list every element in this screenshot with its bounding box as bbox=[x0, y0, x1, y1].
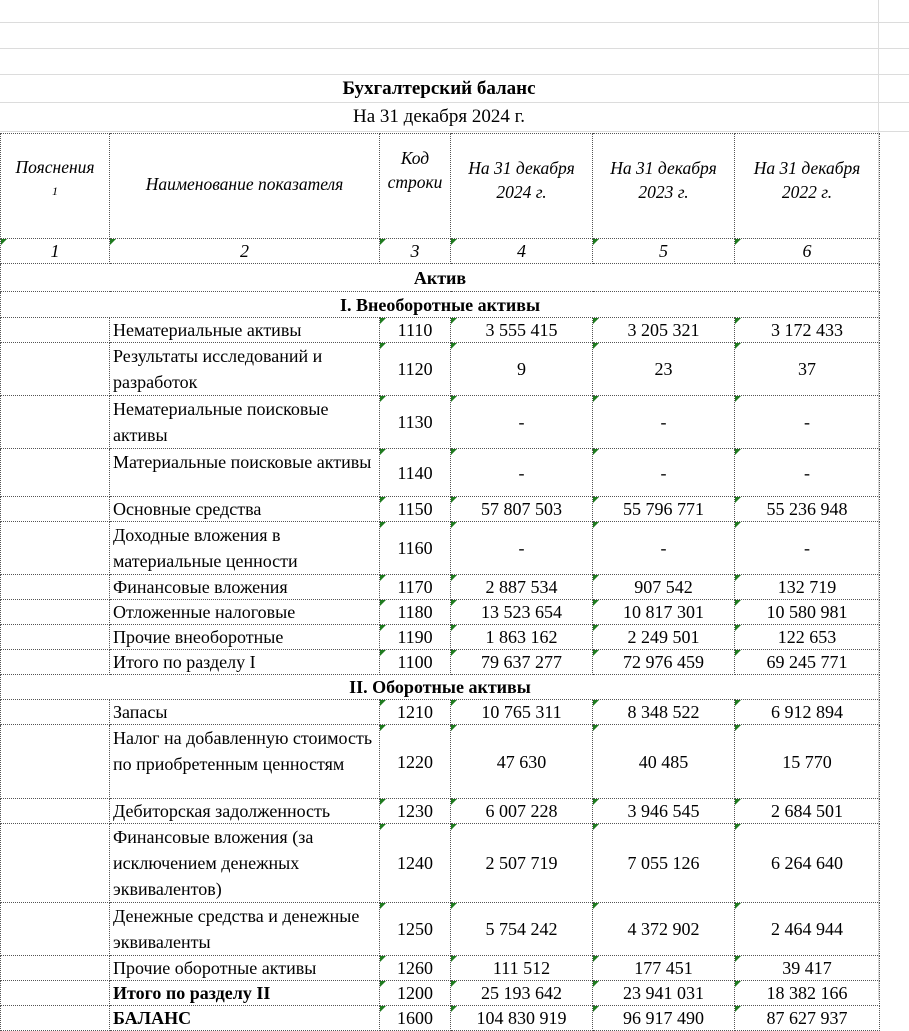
row-name[interactable]: Основные средства bbox=[110, 497, 380, 522]
row-value-2022[interactable]: 10 580 981 bbox=[735, 600, 880, 625]
row-value-2023[interactable]: 72 976 459 bbox=[593, 650, 735, 675]
table-row bbox=[1, 396, 880, 449]
row-value-2024[interactable]: 1 863 162 bbox=[451, 625, 593, 650]
row-value-2022[interactable]: 37 bbox=[735, 343, 880, 396]
section-row bbox=[1, 292, 880, 318]
row-name[interactable]: Прочие оборотные активы bbox=[110, 956, 380, 981]
row-code[interactable]: 1250 bbox=[380, 903, 451, 956]
table-row bbox=[1, 318, 880, 343]
header-row bbox=[1, 134, 880, 239]
row-value-2022[interactable]: 6 912 894 bbox=[735, 700, 880, 725]
row-value-2024[interactable]: 9 bbox=[451, 343, 593, 396]
row-name[interactable]: БАЛАНС bbox=[110, 1006, 380, 1031]
row-value-2024[interactable]: - bbox=[451, 396, 593, 449]
table-row bbox=[1, 343, 880, 396]
header-name[interactable] bbox=[110, 134, 380, 239]
row-value-2022[interactable]: 39 417 bbox=[735, 956, 880, 981]
notes-cell[interactable] bbox=[1, 449, 110, 497]
row-value-2024[interactable]: 3 555 415 bbox=[451, 318, 593, 343]
row-value-2024[interactable]: 6 007 228 bbox=[451, 799, 593, 824]
header-notes[interactable] bbox=[1, 134, 110, 239]
section-noncurrent[interactable]: I. Внеоборотные активы bbox=[1, 292, 880, 318]
row-name[interactable]: Материальные поисковые активы bbox=[110, 449, 380, 497]
header-col-2023-label: На 31 декабря 2023 г. bbox=[610, 158, 717, 202]
row-name[interactable]: Итого по разделу I bbox=[110, 650, 380, 675]
table-row bbox=[1, 625, 880, 650]
row-value-2023[interactable]: 177 451 bbox=[593, 956, 735, 981]
table-row bbox=[1, 903, 880, 956]
row-code[interactable]: 1170 bbox=[380, 575, 451, 600]
balance-total-row bbox=[1, 1006, 880, 1031]
column-number-row bbox=[1, 239, 880, 264]
row-value-2022[interactable]: 18 382 166 bbox=[735, 981, 880, 1006]
row-value-2023[interactable]: 8 348 522 bbox=[593, 700, 735, 725]
section-row bbox=[1, 675, 880, 700]
grid-line bbox=[0, 102, 909, 103]
row-code[interactable]: 1120 bbox=[380, 343, 451, 396]
row-value-2022[interactable]: 122 653 bbox=[735, 625, 880, 650]
row-value-2022[interactable]: 2 684 501 bbox=[735, 799, 880, 824]
row-value-2024[interactable]: 57 807 503 bbox=[451, 497, 593, 522]
row-value-2024[interactable]: 111 512 bbox=[451, 956, 593, 981]
row-value-2022[interactable]: - bbox=[735, 522, 880, 575]
notes-cell[interactable] bbox=[1, 725, 110, 799]
row-code[interactable]: 1150 bbox=[380, 497, 451, 522]
row-name[interactable]: Отложенные налоговые bbox=[110, 600, 380, 625]
row-value-2023[interactable]: 4 372 902 bbox=[593, 903, 735, 956]
row-name[interactable]: Нематериальные активы bbox=[110, 318, 380, 343]
header-col-2022[interactable] bbox=[735, 134, 880, 239]
row-value-2024[interactable]: 47 630 bbox=[451, 725, 593, 799]
header-col-2022-label: На 31 декабря 2022 г. bbox=[753, 158, 861, 202]
row-code[interactable]: 1140 bbox=[380, 449, 451, 497]
row-value-2024[interactable]: 10 765 311 bbox=[451, 700, 593, 725]
notes-cell[interactable] bbox=[1, 600, 110, 625]
grid-line bbox=[0, 74, 909, 75]
header-code[interactable] bbox=[380, 134, 451, 239]
row-name[interactable]: Налог на добавленную стоимость по приобретенным ценностям bbox=[110, 725, 380, 799]
row-value-2022[interactable]: 15 770 bbox=[735, 725, 880, 799]
row-name[interactable]: Запасы bbox=[110, 700, 380, 725]
row-code[interactable]: 1600 bbox=[380, 1006, 451, 1031]
row-value-2023[interactable]: 23 bbox=[593, 343, 735, 396]
notes-cell[interactable] bbox=[1, 903, 110, 956]
header-name-label: Наименование показателя bbox=[145, 174, 344, 194]
row-value-2024[interactable]: 79 637 277 bbox=[451, 650, 593, 675]
table-row bbox=[1, 956, 880, 981]
row-value-2023[interactable]: 55 796 771 bbox=[593, 497, 735, 522]
notes-cell[interactable] bbox=[1, 1006, 110, 1031]
row-value-2024[interactable]: - bbox=[451, 522, 593, 575]
row-value-2023[interactable]: - bbox=[593, 522, 735, 575]
row-name[interactable]: Доходные вложения в материальные ценности bbox=[110, 522, 380, 575]
row-value-2024[interactable]: 2 887 534 bbox=[451, 575, 593, 600]
header-col-2024-label: На 31 декабря 2024 г. bbox=[468, 158, 575, 202]
row-name[interactable]: Денежные средства и денежные эквиваленты bbox=[110, 903, 380, 956]
row-name[interactable]: Финансовые вложения bbox=[110, 575, 380, 600]
row-value-2024[interactable]: 25 193 642 bbox=[451, 981, 593, 1006]
column-number[interactable]: 1 bbox=[1, 239, 110, 264]
notes-cell[interactable] bbox=[1, 343, 110, 396]
notes-cell[interactable] bbox=[1, 824, 110, 903]
row-name[interactable]: Прочие внеоборотные bbox=[110, 625, 380, 650]
row-code[interactable]: 1100 bbox=[380, 650, 451, 675]
row-value-2023[interactable]: 3 205 321 bbox=[593, 318, 735, 343]
notes-cell[interactable] bbox=[1, 799, 110, 824]
notes-cell[interactable] bbox=[1, 522, 110, 575]
table-row bbox=[1, 575, 880, 600]
row-code[interactable]: 1240 bbox=[380, 824, 451, 903]
row-value-2022[interactable]: 87 627 937 bbox=[735, 1006, 880, 1031]
row-value-2022[interactable]: - bbox=[735, 449, 880, 497]
row-value-2022[interactable]: 3 172 433 bbox=[735, 318, 880, 343]
notes-cell[interactable] bbox=[1, 497, 110, 522]
column-number[interactable]: 6 bbox=[735, 239, 880, 264]
column-number[interactable]: 3 bbox=[380, 239, 451, 264]
row-name[interactable]: Дебиторская задолженность bbox=[110, 799, 380, 824]
document-title: Бухгалтерский баланс bbox=[342, 78, 536, 99]
row-value-2024[interactable]: 104 830 919 bbox=[451, 1006, 593, 1031]
notes-cell[interactable] bbox=[1, 981, 110, 1006]
table-row bbox=[1, 449, 880, 497]
section-row bbox=[1, 264, 880, 292]
table-row bbox=[1, 725, 880, 799]
column-number[interactable]: 4 bbox=[451, 239, 593, 264]
row-name[interactable]: Финансовые вложения (за исключением денежных эквивалентов) bbox=[110, 824, 380, 903]
table-row bbox=[1, 522, 880, 575]
row-value-2023[interactable]: 907 542 bbox=[593, 575, 735, 600]
section-assets[interactable]: Актив bbox=[1, 264, 880, 292]
section-current[interactable]: II. Оборотные активы bbox=[1, 675, 880, 700]
table-row bbox=[1, 799, 880, 824]
row-code[interactable]: 1230 bbox=[380, 799, 451, 824]
row-value-2023[interactable]: - bbox=[593, 396, 735, 449]
row-value-2023[interactable]: 40 485 bbox=[593, 725, 735, 799]
notes-cell[interactable] bbox=[1, 956, 110, 981]
row-value-2022[interactable]: 132 719 bbox=[735, 575, 880, 600]
grid-line bbox=[0, 22, 909, 23]
header-col-2024[interactable] bbox=[451, 134, 593, 239]
notes-cell[interactable] bbox=[1, 575, 110, 600]
row-value-2023[interactable]: 23 941 031 bbox=[593, 981, 735, 1006]
row-value-2023[interactable]: 7 055 126 bbox=[593, 824, 735, 903]
table-row bbox=[1, 600, 880, 625]
table-row bbox=[1, 497, 880, 522]
row-code[interactable]: 1190 bbox=[380, 625, 451, 650]
header-col-2023[interactable] bbox=[593, 134, 735, 239]
row-value-2023[interactable]: 3 946 545 bbox=[593, 799, 735, 824]
row-value-2023[interactable]: - bbox=[593, 449, 735, 497]
row-value-2022[interactable]: 55 236 948 bbox=[735, 497, 880, 522]
row-code[interactable]: 1260 bbox=[380, 956, 451, 981]
row-code[interactable]: 1200 bbox=[380, 981, 451, 1006]
notes-cell[interactable] bbox=[1, 396, 110, 449]
row-name[interactable]: Нематериальные поисковые активы bbox=[110, 396, 380, 449]
grid-line bbox=[0, 48, 909, 49]
header-notes-sup: 1 bbox=[52, 184, 58, 198]
document-date: На 31 декабря 2024 г. bbox=[353, 106, 525, 127]
row-name[interactable]: Результаты исследований и разработок bbox=[110, 343, 380, 396]
column-number[interactable]: 5 bbox=[593, 239, 735, 264]
row-value-2022[interactable]: 6 264 640 bbox=[735, 824, 880, 903]
notes-cell[interactable] bbox=[1, 625, 110, 650]
header-notes-label: Пояснения bbox=[15, 157, 95, 177]
table-row bbox=[1, 824, 880, 903]
row-value-2023[interactable]: 2 249 501 bbox=[593, 625, 735, 650]
notes-cell[interactable] bbox=[1, 650, 110, 675]
notes-cell[interactable] bbox=[1, 318, 110, 343]
row-code[interactable]: 1160 bbox=[380, 522, 451, 575]
row-value-2024[interactable]: 5 754 242 bbox=[451, 903, 593, 956]
row-value-2022[interactable]: - bbox=[735, 396, 880, 449]
header-code-label: Код строки bbox=[387, 148, 443, 192]
subtotal-row bbox=[1, 981, 880, 1006]
row-code[interactable]: 1210 bbox=[380, 700, 451, 725]
row-value-2024[interactable]: 2 507 719 bbox=[451, 824, 593, 903]
row-code[interactable]: 1110 bbox=[380, 318, 451, 343]
row-value-2023[interactable]: 96 917 490 bbox=[593, 1006, 735, 1031]
notes-cell[interactable] bbox=[1, 700, 110, 725]
grid-line bbox=[0, 131, 909, 132]
row-value-2024[interactable]: 13 523 654 bbox=[451, 600, 593, 625]
balance-table bbox=[0, 133, 880, 1031]
subtotal-row bbox=[1, 650, 880, 675]
row-value-2024[interactable]: - bbox=[451, 449, 593, 497]
row-code[interactable]: 1180 bbox=[380, 600, 451, 625]
row-value-2022[interactable]: 69 245 771 bbox=[735, 650, 880, 675]
row-value-2023[interactable]: 10 817 301 bbox=[593, 600, 735, 625]
column-number[interactable]: 2 bbox=[110, 239, 380, 264]
row-value-2022[interactable]: 2 464 944 bbox=[735, 903, 880, 956]
row-code[interactable]: 1220 bbox=[380, 725, 451, 799]
row-name[interactable]: Итого по разделу II bbox=[110, 981, 380, 1006]
row-code[interactable]: 1130 bbox=[380, 396, 451, 449]
table-row bbox=[1, 700, 880, 725]
